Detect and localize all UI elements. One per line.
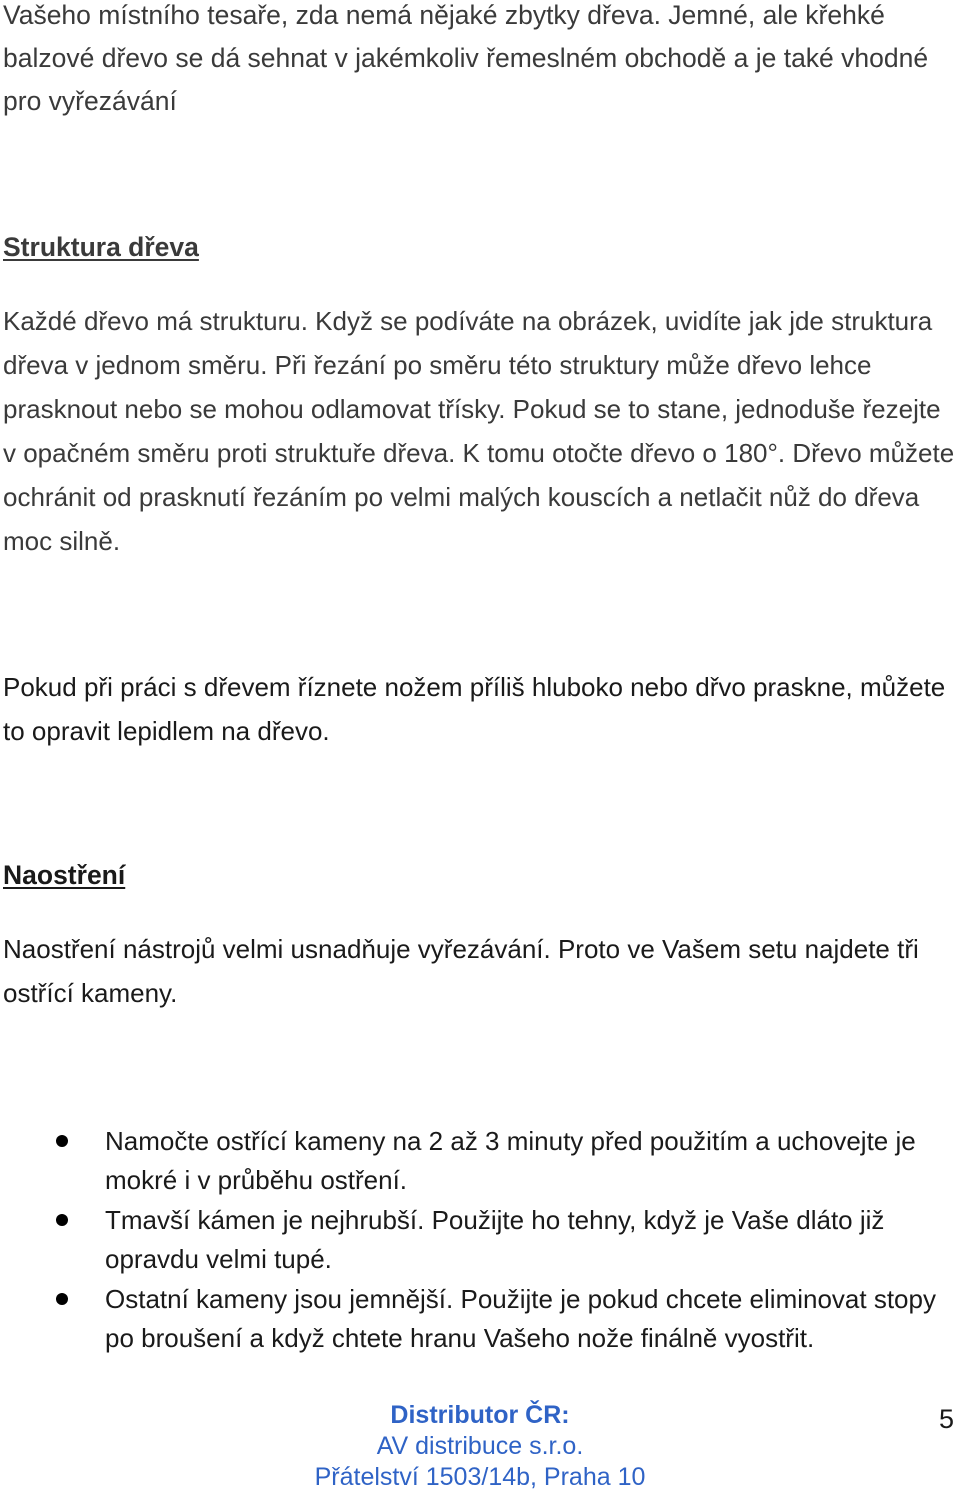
- page-number: 5: [938, 1404, 954, 1434]
- section-heading-naostreni: Naostření: [3, 860, 126, 890]
- sharpening-paragraph: Naostření nástrojů velmi usnadňuje vyřezávání. Proto ve Vašem setu najdete tři ostřící kameny.: [3, 934, 919, 1008]
- section-heading-struktura: Struktura dřeva: [3, 232, 199, 262]
- list-item: [0, 1201, 960, 1278]
- list-item-text: Ostatní kameny jsou jemnější. Použijte je pokud chcete eliminovat stopy po broušení a když chtete hranu Vašeho nože finálně vyostřit.: [105, 1284, 936, 1353]
- list-item: [0, 1122, 960, 1199]
- bullet-icon: [56, 1293, 68, 1305]
- bullet-icon: [56, 1214, 68, 1226]
- bullet-icon: [56, 1135, 68, 1147]
- intro-paragraph: Vašeho místního tesaře, zda nemá nějaké zbytky dřeva. Jemné, ale křehké balzové dřevo se dá sehnat v jakémkoliv řemeslném obchodě a je také vhodné pro vyřezávání: [3, 0, 929, 116]
- distributor-label: Distributor ČR:: [390, 1401, 570, 1429]
- structure-paragraph: Každé dřevo má strukturu. Když se podíváte na obrázek, uvidíte jak jde struktura dřeva v jednom směru. Při řezání po směru této struktury může dřevo lehce prasknout nebo se mohou odlamovat třísky. Pokud se to stane, jednoduše řezejte v opačném směru proti struktuře dřeva. K tomu otočte dřevo o 180°. Dřevo můžete ochránit od prasknutí řezáním po velmi malých kouscích a netlačit nůž do dřeva moc silně.: [3, 306, 955, 556]
- distributor-footer: [200, 1400, 760, 1493]
- list-item-text: Namočte ostřící kameny na 2 až 3 minuty před použitím a uchovejte je mokré i v průběhu ostření.: [105, 1126, 916, 1195]
- list-item: [0, 1280, 960, 1357]
- distributor-company: AV distribuce s.r.o.: [376, 1432, 584, 1460]
- list-item-text: Tmavší kámen je nejhrubší. Použijte ho tehny, když je Vaše dláto již opravdu velmi tupé.: [105, 1205, 885, 1274]
- repair-paragraph: Pokud při práci s dřevem říznete nožem příliš hluboko nebo dřvo praskne, můžete to opravit lepidlem na dřevo.: [3, 672, 946, 746]
- distributor-address: Přátelství 1503/14b, Praha 10: [314, 1463, 646, 1491]
- sharpening-bullet-list: [0, 1122, 960, 1359]
